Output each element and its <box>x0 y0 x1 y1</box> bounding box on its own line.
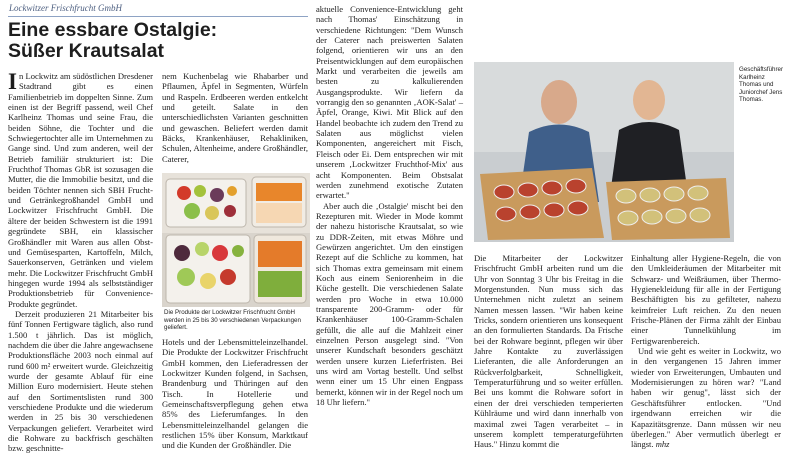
headline-line2: Süßer Krautsalat <box>8 40 165 62</box>
col5-paragraph-1: Einhaltung aller Hygiene-Regeln, die von den Umkleideräumen der Mitarbeiter mit Schwarz- und Weißräumen, über Thermo-Hygienekleidung für alle in der Fertigung Beschäftigten bis zu gefilteter, nahezu keimfreier Luft reichen. Zu den neuen Frische-Plänen der Firma zählt der Einbau einer Tunnelkühlung im Fertigwarenbereich. <box>631 253 781 346</box>
col1-paragraph-2: Derzeit produzieren 21 Mitarbeiter bis fünf Tonnen Fertigware täglich, also rund 1.500 t jährlich. Das ist möglich, nachdem die über die Jahre angewachsene Produktionsfläche 2003 noch einmal auf rund 600 m² erweitert wurde. Gleichzeitig wurde der gesamte Ablauf für eine Million Euro modernisiert. Heute stehen auf den Sortimentslisten rund 300 verschiedene Produkte und die wiederum werden in 25 bis 30 verschiedenen Verpackungen geliefert. Verarbeitet wird die Rohware zu backfrisch geschälten bzw. geschnitte- <box>8 308 153 454</box>
col3-paragraph-2: Aber auch die ‚Ostalgie' mischt bei den Rezepturen mit. Wieder in Mode kommt der nahezu historische Krautsalat, so wie zu DDR-Zeiten, mit etwas Möhre und Gewürzen angerichtet. Um den einstigen Rezept auf die Schliche zu kommen, hat sich Thomas extra gemeinsam mit einem Koch aus einem Seniorenheim in die Küche gestellt. Die verschiedenen Salate werden pro Woche in etwa 10.000 transparente 200-Gramm- oder für Krankenhäuser 100-Gramm-Schalen gefüllt, die alle auf die Mahlzeit einer einzelnen Person ausgelegt sind. "Von unserer Kundschaft besonders geschätzt werden unsere kurzen Lieferfristen. Bei uns wird am Vortag bestellt. Und selbst wenn einer um 15 Uhr einen Engpass bemerkt, können wir in der Regel noch um 18 Uhr liefern." <box>316 200 463 408</box>
col2-paragraph-2: Hotels und der Lebensmitteleinzelhandel. Die Produkte der Lockwitzer Frischfrucht GmbH kommen, den Lieferadressen der Lockwitzer Kunden folgend, in Sachsen, Brandenburg und Thüringen auf den Tisch. In Hotellerie und Gemeinschaftsverpflegung gehen etwa 85% des Lieferumfanges. In den Lebensmitteleinzelhandel gelangen die restlichen 15% über Konsum, Marktkauf und die Kunden der Großhändler. Die <box>162 337 308 451</box>
kicker: Lockwitzer Frischfrucht GmbH <box>9 3 122 13</box>
salad-packages-photo <box>162 173 310 307</box>
col5-p2-text: Und wie geht es weiter in Lockwitz, wo in den vergangenen 15 Jahren immer wieder von Erweiterungen, Umbauten und Modernisierungen zu hören war? "Land haben wir genug", lässt sich der Geschäftsführer entlocken. "Und irgendwann erreichen wir die Kapazitätsgrenze. Dann müssen wir neu überlegen." Aber vermutlich überlegt er längst. <box>631 346 781 450</box>
col4-paragraph-1: Die Mitarbeiter der Lockwitzer Frischfrucht GmbH arbeiten rund um die Uhr von Sonntag 3 Uhr bis Freitag in die Morgenstunden. Nun muss sich das Unternehmen nicht zuletzt an seinem Namen messen lassen. "Wir haben keine Tricks, sondern orientieren uns konsequent an den formulierten Standards. Da Frische bei der Rohware beginnt, pflegen wir über Jahre Kontakte zu zuverlässigen Lieferanten, die alle Anforderungen an Rückverfolgbarkeit, Schnelligkeit, Temperaturführung und so weiter erfüllen. Bei uns kommt die Rohware sofort in einen der drei verschieden temperierten Kühlräume und wird dann innerhalb von maximal zwei Tagen verarbeitet – in unserem komplett temperaturgeführten Haus." Hinzu kommt die <box>474 253 623 450</box>
col1-p1-text: n Lockwitz am südöstlichen Dresdener Stadtrand gibt es einen Familienbetrieb im doppelten Sinne. Zum einen ist der Begriff passend, weil Chef Karlheinz Thomas und seine Frau, die beiden Söhne, die Tochter und die Schwiegertochter alle im Unternehmen zu Gange sind. Und zum anderen, weil der Betrieb familiär strukturiert ist: Die Fruchthof Thomas GbR ist sozusagen die Mutter, die die Immobilie besitzt, und die beiden Töchter nennen sich SBH Frucht- und Getränkegroßhandel GmbH und Lockwitzer Frischfrucht GmbH. Die ältere der beiden Schwestern ist die 1991 gegründete SBH, ein klassischer Großhändler mit Waren aus allen Obst- und Gemüsesparten, Kartoffeln, Milch, Sauerkonserven, Getränken und vielem mehr. Die Lockwitzer Frischfrucht GmbH hingegen wurde 1994 als selbstständiger Produktionsbetrieb für Convenience-Produkte gegründet. <box>8 71 153 309</box>
header-rule <box>8 16 308 17</box>
managers-image <box>474 62 734 242</box>
article-column-5 <box>631 253 781 450</box>
col2-paragraph-1: nem Kuchenbelag wie Rhabarber und Pflaumen, Äpfel in Segmenten, Würfeln und Raspeln. Erdbeeren werden entkelcht und geteilt. Salate in den unterschiedlichsten Varianten geschnitten und gewaschen. Beliefert werden damit Bäcks, Krankenhäuser, Rehakliniken, Schulen, Altenheime, andere Großhändler, Caterer, <box>162 71 308 164</box>
photo1-caption: Die Produkte der Lockwitzer Frischfrucht GmbH werden in 25 bis 30 verschiedenen Verpackungen geliefert. <box>164 309 301 332</box>
col5-paragraph-2 <box>631 346 781 449</box>
photo2-caption: Geschäftsführer Karlheinz Thomas und Juniorchef Jens Thomas. <box>739 66 784 104</box>
headline-line1: Eine essbare Ostalgie: <box>8 19 218 41</box>
col3-paragraph-1: aktuelle Convenience-Entwicklung geht nach Thomas' Einschätzung in verschiedene Richtungen: "Dem Wunsch der Caterer nach preiswerten Salaten folgend, orientieren wir uns an den Preisentwicklungen auf dem europäischen Markt und verarbeiten die jeweils am besten zu kalkulierenden Ausgangsprodukte. Wir liefern da vorrangig den so genannten ‚AOK-Salat' – Äpfel, Orange, Kiwi. Mit Blick auf den Handel beobachte ich zudem den Trend zu Salaten aus möglichst vielen Komponenten, angereichert mit Fisch, Fleisch oder Ei. Dem entsprechen wir mit unserem ‚Lockwitzer Fruchthof-Mix' aus acht Komponenten. Beim Obstsalat werden zunehmend exotische Zutaten erwartet." <box>316 4 463 201</box>
salad-packages-image <box>162 173 310 307</box>
article-column-4 <box>474 253 623 450</box>
article-column-1 <box>8 71 153 454</box>
col1-paragraph-1 <box>8 71 153 309</box>
article-column-2-top <box>162 71 308 164</box>
drop-cap: I <box>8 69 17 94</box>
headline <box>8 20 328 62</box>
author-signature: mhz <box>655 439 670 450</box>
article-column-3 <box>316 4 463 407</box>
managers-photo <box>474 62 734 242</box>
article-column-2-bottom <box>162 337 308 451</box>
